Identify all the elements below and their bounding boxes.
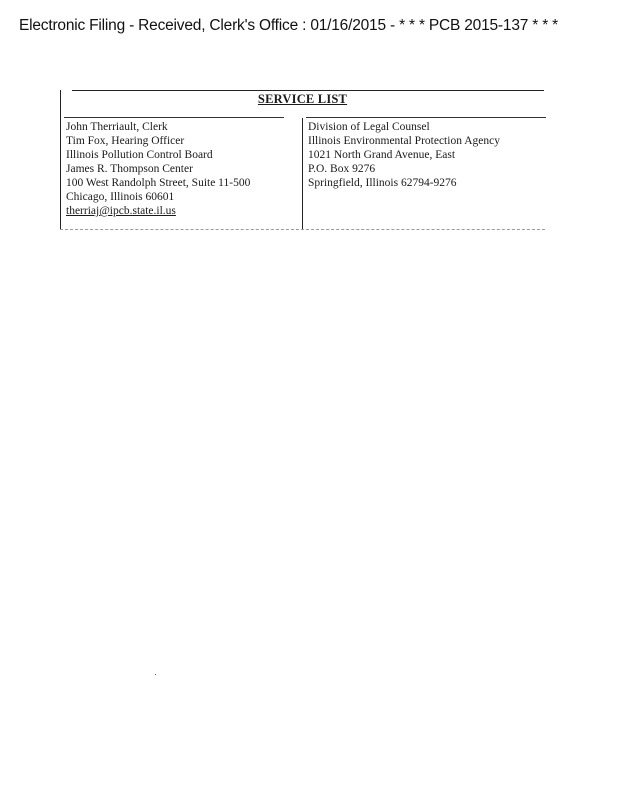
contact-line: Tim Fox, Hearing Officer (66, 135, 185, 147)
contact-line: 1021 North Grand Avenue, East (308, 149, 456, 161)
contact-line: P.O. Box 9276 (308, 163, 376, 175)
contact-email: therriaj@ipcb.state.il.us (66, 205, 176, 217)
title-divider-right (306, 117, 546, 118)
contact-line: James R. Thompson Center (66, 163, 193, 175)
contact-line: Illinois Pollution Control Board (66, 149, 213, 161)
table-top-rule (72, 90, 544, 91)
title-divider-left (64, 117, 284, 118)
contact-line: John Therriault, Clerk (66, 121, 168, 133)
scan-speck (155, 674, 156, 675)
table-bottom-rule (60, 229, 545, 230)
table-left-border (60, 90, 61, 230)
contact-line: Chicago, Illinois 60601 (66, 191, 175, 203)
contact-line: Illinois Environmental Protection Agency (308, 135, 500, 147)
contact-line: Springfield, Illinois 62794-9276 (308, 177, 457, 189)
contact-line: Division of Legal Counsel (308, 121, 430, 133)
service-list-table (60, 90, 545, 230)
contact-line: 100 West Randolph Street, Suite 11-500 (66, 177, 251, 189)
service-list-title: SERVICE LIST (257, 92, 348, 106)
pollution-control-board-contact (66, 120, 298, 218)
filing-stamp-header: Electronic Filing - Received, Clerk's Office : 01/16/2015 - * * * PCB 2015-137 * * * (19, 17, 558, 34)
column-divider (302, 118, 303, 230)
epa-legal-counsel-contact (308, 120, 544, 190)
